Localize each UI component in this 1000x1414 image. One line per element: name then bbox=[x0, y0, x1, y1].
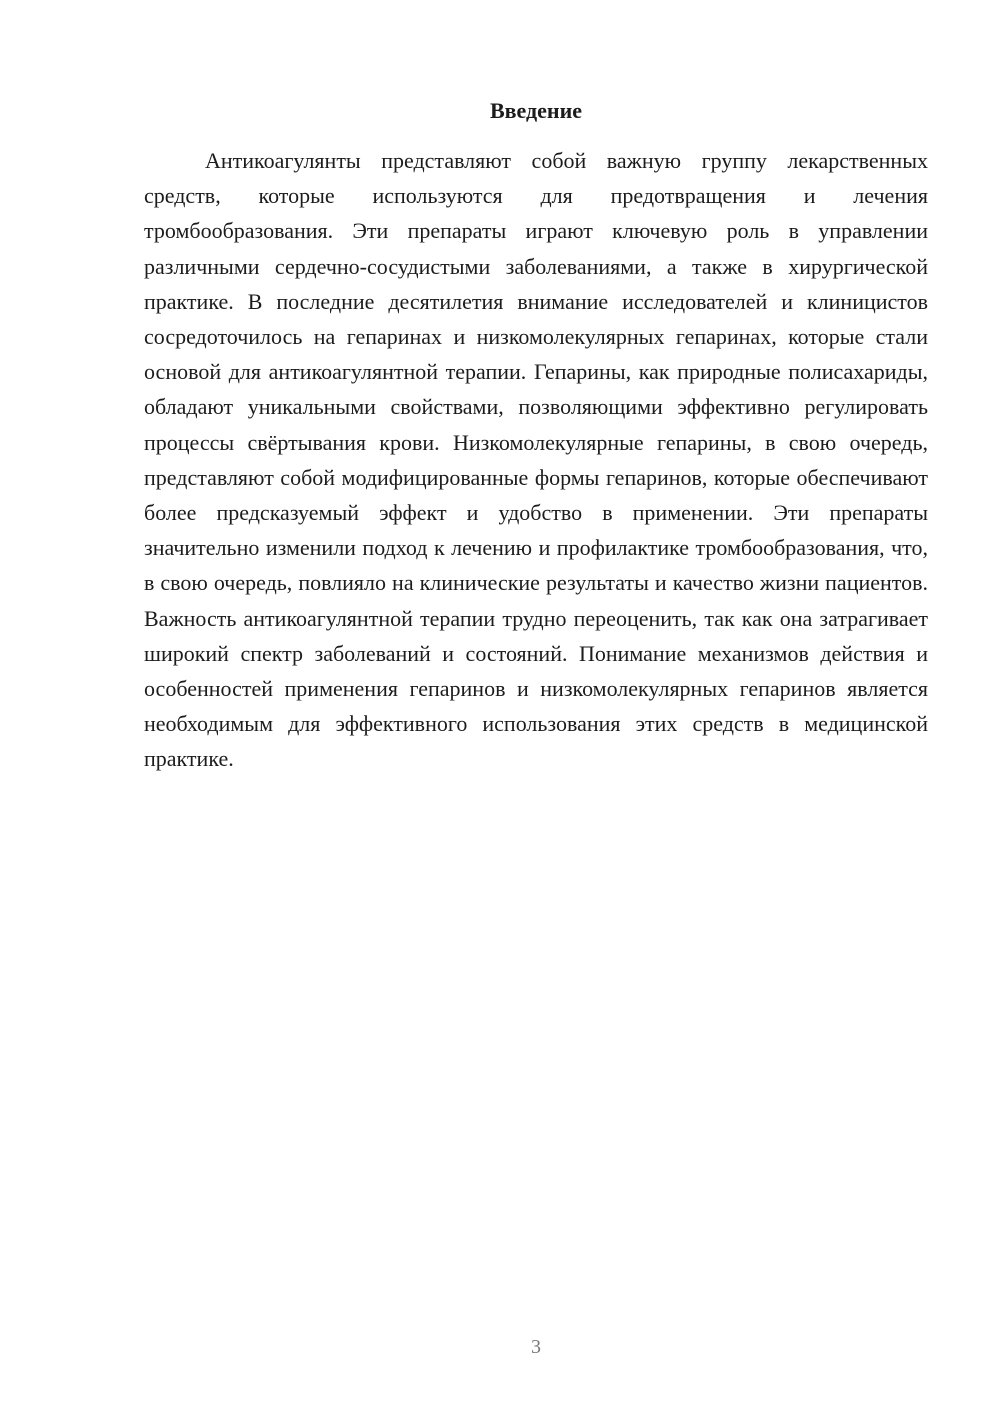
section-heading: Введение bbox=[489, 98, 583, 123]
body-paragraph: Антикоагулянты представляют собой важную группу лекарственных средств, которые используются для предотвращения и лечения тромбообразования. Эти препараты играют ключевую роль в управлении различными сердечно-сосудистыми заболеваниями, а также в хирургической практике. В последние десятилетия внимание исследователей и клиницистов сосредоточилось на гепаринах и низкомолекулярных гепаринах, которые стали основой для антикоагулянтной терапии. Гепарины, как природные полисахариды, обладают уникальными свойствами, позволяющими эффективно регулировать процессы свёртывания крови. Низкомолекулярные гепарины, в свою очередь, представляют собой модифицированные формы гепаринов, которые обеспечивают более предсказуемый эффект и удобство в применении. Эти препараты значительно изменили подход к лечению и профилактике тромбообразования, что, в свою очередь, повлияло на клинические результаты и качество жизни пациентов. Важность антикоагулянтной терапии трудно переоценить, так как она затрагивает широкий спектр заболеваний и состояний. Понимание механизмов действия и особенностей применения гепаринов и низкомолекулярных гепаринов является необходимым для эффективного использования этих средств в медицинской практике. bbox=[144, 148, 928, 772]
page-number: 3 bbox=[531, 1336, 541, 1358]
